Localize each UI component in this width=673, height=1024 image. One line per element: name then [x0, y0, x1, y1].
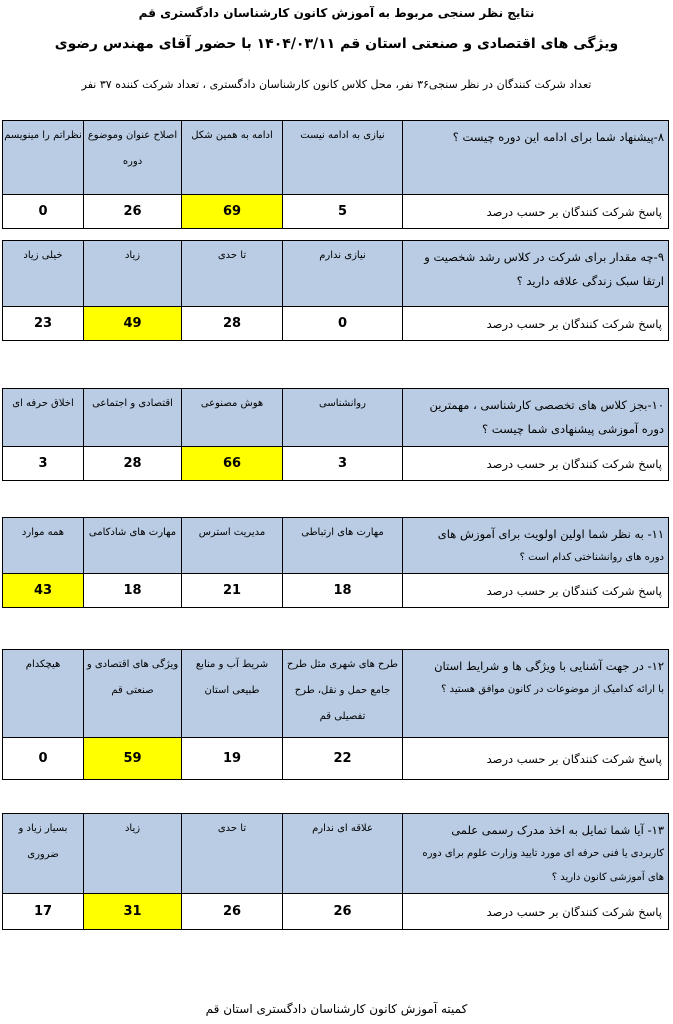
question-text: [403, 814, 669, 894]
percent-value: 21: [182, 574, 283, 608]
report-title: نتایج نظر سنجی مربوط به آموزش کانون کارشناسان دادگستری قم: [138, 6, 535, 20]
option-label: اصلاح عنوان وموضوع دوره: [84, 121, 182, 195]
percent-value: 28: [84, 447, 182, 481]
option-label: تا حدی: [182, 241, 283, 307]
question-table-3: [2, 388, 669, 481]
question-text: [403, 241, 669, 307]
percent-value: 3: [283, 447, 403, 481]
option-label: اقتصادی و اجتماعی: [84, 389, 182, 447]
option-label: ادامه به همین شکل: [182, 121, 283, 195]
percent-value: 22: [283, 738, 403, 780]
answer-label: پاسخ شرکت کنندگان بر حسب درصد: [403, 447, 669, 481]
percent-value: 59: [84, 738, 182, 780]
option-label: ویژگی های اقتصادی و صنعتی قم: [84, 650, 182, 738]
question-main: ۹-چه مقدار برای شرکت در کلاس رشد شخصیت و ارتقا سبک زندگی علاقه دارید ؟: [424, 250, 664, 288]
percent-value: 26: [84, 195, 182, 229]
question-main: ۱۲- در جهت آشنایی با ویژگی ها و شرایط استان: [434, 659, 664, 673]
percent-value: 23: [3, 307, 84, 341]
question-table-5: [2, 649, 669, 780]
footer-text: کمیته آموزش کانون کارشناسان دادگستری استان قم: [205, 1002, 468, 1016]
question-table-4: [2, 517, 669, 608]
percent-value: 3: [3, 447, 84, 481]
question-sub: با ارائه کدامیک از موضوعات در کانون موافق هستید ؟: [441, 684, 664, 695]
answer-label: پاسخ شرکت کنندگان بر حسب درصد: [403, 738, 669, 780]
percent-value: 28: [182, 307, 283, 341]
option-label: مدیریت استرس: [182, 518, 283, 574]
percent-value: 43: [3, 574, 84, 608]
option-label: نظراتم را مینویسم: [3, 121, 84, 195]
percent-value: 0: [3, 195, 84, 229]
percent-value: 49: [84, 307, 182, 341]
question-main: ۱۰-بجز کلاس های تخصصی کارشناسی ، مهمترین دوره آموزشی پیشنهادی شما چیست ؟: [429, 398, 664, 436]
percent-value: 0: [3, 738, 84, 780]
percent-value: 31: [84, 894, 182, 930]
option-label: هوش مصنوعی: [182, 389, 283, 447]
percent-value: 5: [283, 195, 403, 229]
option-label: علاقه ای ندارم: [283, 814, 403, 894]
question-table-1: [2, 120, 669, 229]
percent-value: 26: [283, 894, 403, 930]
option-label: زیاد: [84, 241, 182, 307]
question-text: [403, 518, 669, 574]
option-label: زیاد: [84, 814, 182, 894]
option-label: مهارت های شادکامی: [84, 518, 182, 574]
question-main: ۱۱- به نظر شما اولین اولویت برای آموزش های: [437, 527, 664, 541]
percent-value: 69: [182, 195, 283, 229]
question-main: ۸-پیشنهاد شما برای ادامه این دوره چیست ؟: [452, 130, 664, 144]
percent-value: 18: [84, 574, 182, 608]
option-label: همه موارد: [3, 518, 84, 574]
report-subtitle: ویژگی های اقتصادی و صنعتی استان قم ۱۴۰۴/۰۳/۱۱ با حضور آقای مهندس رضوی: [54, 36, 619, 52]
answer-label: پاسخ شرکت کنندگان بر حسب درصد: [403, 195, 669, 229]
option-label: تا حدی: [182, 814, 283, 894]
option-label: روانشناسی: [283, 389, 403, 447]
question-text: [403, 389, 669, 447]
option-label: شریط آب و منابع طبیعی استان: [182, 650, 283, 738]
percent-value: 19: [182, 738, 283, 780]
option-label: نیازی به ادامه نیست: [283, 121, 403, 195]
question-text: [403, 650, 669, 738]
answer-label: پاسخ شرکت کنندگان بر حسب درصد: [403, 574, 669, 608]
question-text: [403, 121, 669, 195]
answer-label: پاسخ شرکت کنندگان بر حسب درصد: [403, 894, 669, 930]
option-label: هیچکدام: [3, 650, 84, 738]
option-label: خیلی زیاد: [3, 241, 84, 307]
question-table-2: [2, 240, 669, 341]
option-label: اخلاق حرفه ای: [3, 389, 84, 447]
question-sub: کاربردی یا فنی حرفه ای مورد تایید وزارت علوم برای دوره های آموزشی کانون دارید ؟: [422, 848, 664, 883]
answer-label: پاسخ شرکت کنندگان بر حسب درصد: [403, 307, 669, 341]
percent-value: 66: [182, 447, 283, 481]
option-label: بسیار زیاد و ضروری: [3, 814, 84, 894]
question-main: ۱۳- آیا شما تمایل به اخذ مدرک رسمی علمی: [451, 823, 664, 837]
percent-value: 17: [3, 894, 84, 930]
option-label: مهارت های ارتباطی: [283, 518, 403, 574]
option-label: طرح های شهری مثل طرح جامع حمل و نقل، طرح تفصیلی قم: [283, 650, 403, 738]
percent-value: 26: [182, 894, 283, 930]
report-info: تعداد شرکت کنندگان در نظر سنجی۳۶ نفر، محل کلاس کانون کارشناسان دادگستری ، تعداد شرکت کننده ۳۷ نفر: [81, 78, 592, 91]
percent-value: 18: [283, 574, 403, 608]
question-table-6: [2, 813, 669, 930]
question-sub: دوره های روانشناختی کدام است ؟: [519, 552, 664, 563]
percent-value: 0: [283, 307, 403, 341]
option-label: نیازی ندارم: [283, 241, 403, 307]
